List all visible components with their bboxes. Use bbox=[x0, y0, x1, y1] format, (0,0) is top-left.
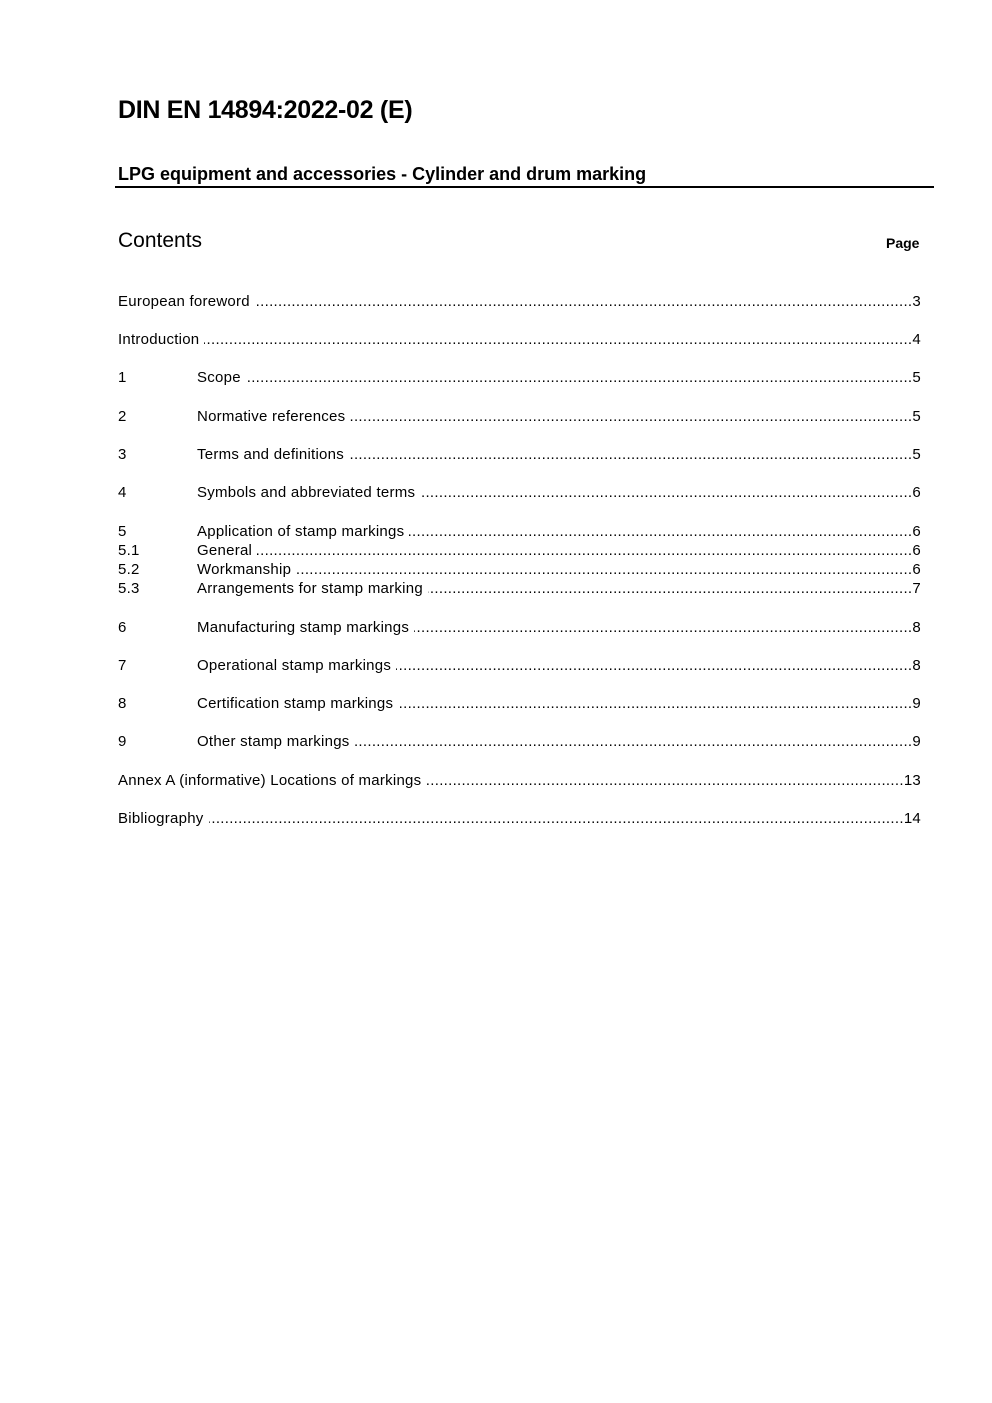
toc-entry[interactable] bbox=[118, 694, 921, 713]
toc-leader bbox=[396, 656, 912, 675]
contents-heading: Contents bbox=[118, 229, 203, 252]
toc-leader bbox=[257, 541, 912, 560]
toc-entry[interactable] bbox=[118, 732, 921, 751]
toc-leader bbox=[350, 407, 912, 426]
toc-entry-label: General bbox=[197, 542, 253, 559]
toc-entry-page: 9 bbox=[912, 695, 921, 712]
toc-entry[interactable] bbox=[118, 618, 921, 637]
toc-leader bbox=[398, 694, 912, 713]
toc-entry-page: 5 bbox=[912, 446, 921, 463]
toc-entry-label: Terms and definitions bbox=[197, 446, 344, 463]
toc-entry-page: 3 bbox=[912, 293, 921, 310]
toc-entry-label: Annex A (informative) Locations of markings bbox=[118, 772, 422, 789]
toc-entry-label: Certification stamp markings bbox=[197, 695, 394, 712]
toc-leader bbox=[355, 732, 913, 751]
toc-entry[interactable] bbox=[118, 656, 921, 675]
toc-entry[interactable] bbox=[118, 771, 921, 790]
toc-leader bbox=[246, 368, 913, 387]
toc-entry[interactable] bbox=[118, 522, 921, 541]
toc-leader bbox=[255, 292, 913, 311]
toc-entry-number: 1 bbox=[118, 369, 127, 386]
toc-entry-number: 8 bbox=[118, 695, 127, 712]
toc-entry-page: 7 bbox=[912, 580, 921, 597]
toc-entry[interactable] bbox=[118, 407, 921, 426]
toc-leader bbox=[420, 483, 912, 502]
toc-entry-page: 6 bbox=[912, 542, 921, 559]
toc-entry-page: 5 bbox=[912, 408, 921, 425]
toc-entry-label: Introduction bbox=[118, 331, 200, 348]
toc-entry-label: Normative references bbox=[197, 408, 346, 425]
toc-entry-number: 6 bbox=[118, 619, 127, 636]
toc-entry[interactable] bbox=[118, 445, 921, 464]
toc-entry-number: 5 bbox=[118, 523, 127, 540]
toc-entry-page: 6 bbox=[912, 484, 921, 501]
toc-entry-number: 5.2 bbox=[118, 561, 140, 578]
title-rule bbox=[115, 186, 934, 188]
toc-leader bbox=[296, 560, 912, 579]
document-title: LPG equipment and accessories - Cylinder and drum marking bbox=[118, 164, 647, 184]
toc-entry-page: 5 bbox=[912, 369, 921, 386]
toc-leader bbox=[204, 330, 912, 349]
toc-leader bbox=[409, 522, 912, 541]
toc-entry-page: 14 bbox=[903, 810, 921, 827]
document-id: DIN EN 14894:2022-02 (E) bbox=[118, 96, 413, 124]
toc-entry-label: Arrangements for stamp marking bbox=[197, 580, 423, 597]
toc-entry-label: Operational stamp markings bbox=[197, 657, 392, 674]
page-column-heading: Page bbox=[886, 235, 920, 251]
toc-entry-page: 6 bbox=[912, 523, 921, 540]
toc-entry-label: Workmanship bbox=[197, 561, 292, 578]
toc-entry[interactable] bbox=[118, 330, 921, 349]
toc-entry-number: 9 bbox=[118, 733, 127, 750]
toc-entry[interactable] bbox=[118, 541, 921, 560]
toc-entry-label: European foreword bbox=[118, 293, 250, 310]
toc-entry-label: Application of stamp markings bbox=[197, 523, 405, 540]
toc-entry-number: 4 bbox=[118, 484, 127, 501]
toc-entry-page: 13 bbox=[903, 772, 921, 789]
toc-entry-label: Symbols and abbreviated terms bbox=[197, 484, 416, 501]
toc-entry[interactable] bbox=[118, 368, 921, 387]
toc-entry[interactable] bbox=[118, 809, 921, 828]
toc-entry-number: 5.1 bbox=[118, 542, 140, 559]
toc-entry-number: 2 bbox=[118, 408, 127, 425]
toc-entry-number: 7 bbox=[118, 657, 127, 674]
toc-entry[interactable] bbox=[118, 560, 921, 579]
toc-entry-number: 3 bbox=[118, 446, 127, 463]
toc-leader bbox=[414, 618, 912, 637]
toc-entry[interactable] bbox=[118, 483, 921, 502]
toc-entry-page: 9 bbox=[912, 733, 921, 750]
toc-leader bbox=[428, 579, 912, 598]
toc-entry-page: 8 bbox=[912, 657, 921, 674]
toc-entry-label: Scope bbox=[197, 369, 241, 386]
toc-entry-label: Other stamp markings bbox=[197, 733, 350, 750]
toc-leader bbox=[209, 809, 904, 828]
toc-entry-page: 6 bbox=[912, 561, 921, 578]
toc-entry-label: Manufacturing stamp markings bbox=[197, 619, 410, 636]
toc-leader bbox=[349, 445, 912, 464]
toc-entry-page: 4 bbox=[912, 331, 921, 348]
toc-entry-label: Bibliography bbox=[118, 810, 204, 827]
toc-entry[interactable] bbox=[118, 292, 921, 311]
toc-entry-number: 5.3 bbox=[118, 580, 140, 597]
toc-leader bbox=[426, 771, 903, 790]
toc-entry[interactable] bbox=[118, 579, 921, 598]
toc-entry-page: 8 bbox=[912, 619, 921, 636]
